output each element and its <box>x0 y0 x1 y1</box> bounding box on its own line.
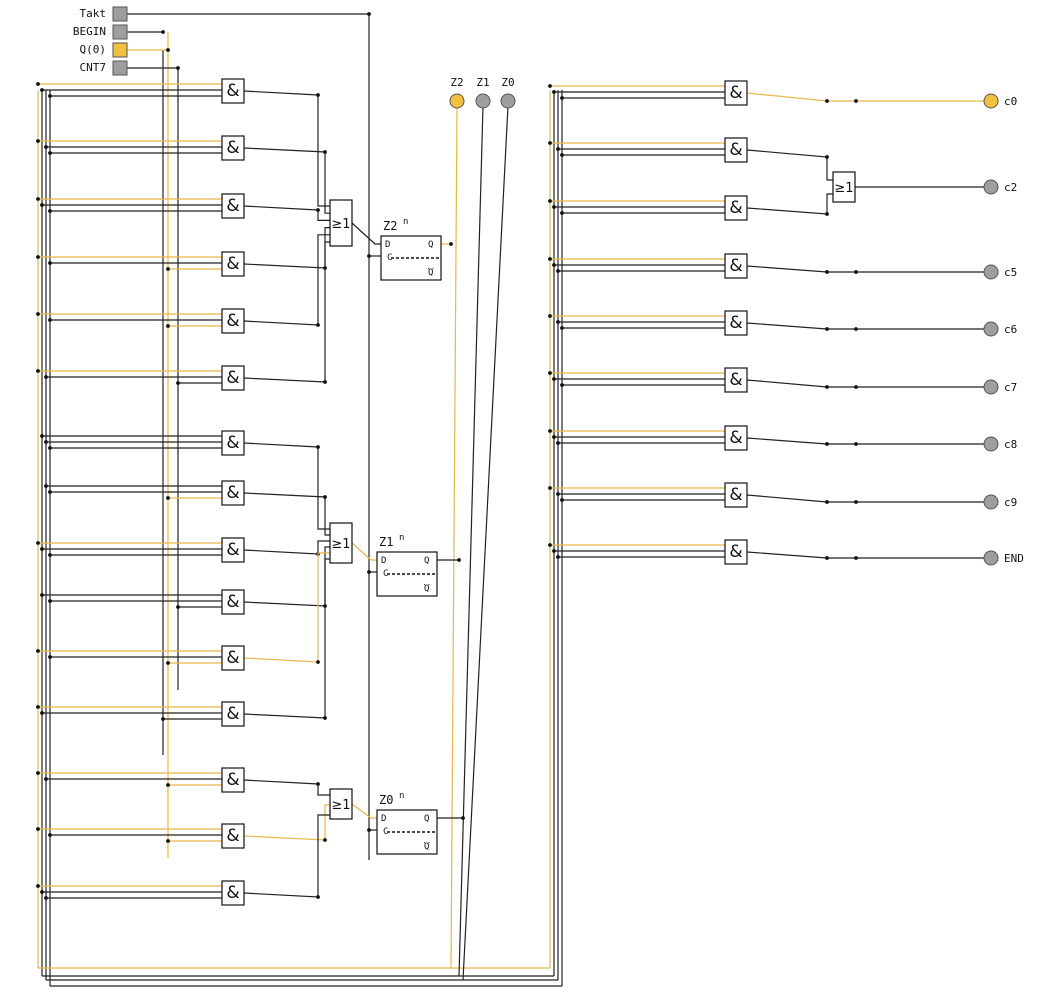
and-gate-left-7-in-dot-1 <box>48 490 52 494</box>
or-in-2-2 <box>244 815 330 897</box>
output-dot-a-3 <box>825 327 829 331</box>
ff-q-dot-1 <box>457 558 461 562</box>
state-pin-z1 <box>476 94 490 108</box>
output-label-c7: c7 <box>1004 381 1018 394</box>
output-dot-b-0 <box>854 99 858 103</box>
output-wire-5 <box>747 438 984 444</box>
output-label-c6: c6 <box>1004 323 1018 336</box>
input-junction-1 <box>161 30 165 34</box>
and-gate-left-14-in-dot-2 <box>44 896 48 900</box>
output-pin-c7 <box>984 380 998 394</box>
or-in-0-4 <box>244 235 330 325</box>
output-label-end: END <box>1004 552 1024 565</box>
and-gate-left-5-in-dot-0 <box>36 369 40 373</box>
or-in-dot-0-4 <box>316 323 320 327</box>
input-pin-takt <box>113 7 127 21</box>
and-gate-left-6-in-dot-1 <box>44 440 48 444</box>
and-gate-right-8-in-dot-2 <box>556 555 560 559</box>
ff-sup-0: n <box>403 217 409 227</box>
and-gate-right-1-symbol: & <box>729 140 743 160</box>
state-pin-z2 <box>450 94 464 108</box>
output-dot-a-6 <box>825 500 829 504</box>
and-gate-right-2-in-dot-1 <box>552 205 556 209</box>
and-gate-right-4-in-dot-2 <box>560 326 564 330</box>
and-gate-right-7-in-dot-0 <box>548 486 552 490</box>
input-label-q0: Q(0) <box>79 43 106 56</box>
and-gate-left-8-in-dot-2 <box>48 553 52 557</box>
output-wire-4 <box>747 380 984 387</box>
output-dot-b-3 <box>854 327 858 331</box>
output-pin-c9 <box>984 495 998 509</box>
or-gate-left-0-symbol: ≥1 <box>331 217 351 232</box>
and-gate-right-1-in-dot-0 <box>548 141 552 145</box>
wire-z2-out <box>451 106 457 968</box>
and-gate-left-2-in-dot-0 <box>36 197 40 201</box>
and-gate-left-0-in-dot-0 <box>36 82 40 86</box>
state-pin-z0 <box>501 94 515 108</box>
and-gate-left-2-in-dot-1 <box>40 203 44 207</box>
and-gate-right-0-in-dot-0 <box>548 84 552 88</box>
input-junction-0 <box>367 12 371 16</box>
and-gate-right-7-in-dot-1 <box>556 492 560 496</box>
ff-pin-c-2: C <box>383 827 389 837</box>
and-gate-left-3-in-dot-2 <box>166 267 170 271</box>
and-gate-left-11-in-dot-1 <box>40 711 44 715</box>
and-gate-left-12-in-dot-1 <box>44 777 48 781</box>
and-gate-left-13-in-dot-2 <box>166 839 170 843</box>
ff-name-2: Z0 <box>379 793 394 807</box>
or-in-dot-2-1 <box>323 838 327 842</box>
and-gate-left-6-in-dot-2 <box>48 446 52 450</box>
and-gate-right-8-in-dot-0 <box>548 543 552 547</box>
or-in-dot-1-0 <box>316 445 320 449</box>
or-right-in-0 <box>747 150 833 180</box>
and-gate-left-11-in-dot-2 <box>161 717 165 721</box>
and-gate-left-1-in-dot-0 <box>36 139 40 143</box>
ff-q-dot-2 <box>461 816 465 820</box>
output-wire-3 <box>747 323 984 329</box>
and-gate-left-9-symbol: & <box>226 592 240 612</box>
and-gate-left-10-symbol: & <box>226 648 240 668</box>
and-gate-right-0-in-dot-2 <box>560 96 564 100</box>
or-right-dot-1 <box>825 212 829 216</box>
and-gate-right-5-in-dot-2 <box>560 383 564 387</box>
output-wire-2 <box>747 266 984 272</box>
input-label-cnt7: CNT7 <box>79 61 106 74</box>
and-gate-right-5-in-dot-1 <box>552 377 556 381</box>
output-dot-b-7 <box>854 556 858 560</box>
and-gate-left-2-symbol: & <box>226 196 240 216</box>
and-gate-left-8-in-dot-1 <box>40 547 44 551</box>
or-in-0-3 <box>244 228 330 268</box>
ff-pin-qn-0: Q <box>428 268 434 278</box>
or-in-0-5 <box>244 242 330 382</box>
input-pin-begin <box>113 25 127 39</box>
and-gate-left-0-in-dot-2 <box>48 94 52 98</box>
ff-name-0: Z2 <box>383 219 398 233</box>
and-gate-left-9-in-dot-0 <box>40 593 44 597</box>
and-gate-right-8-in-dot-1 <box>552 549 556 553</box>
and-gate-left-4-symbol: & <box>226 311 240 331</box>
state-label-z2: Z2 <box>450 76 464 89</box>
output-dot-a-2 <box>825 270 829 274</box>
or-in-dot-1-5 <box>323 716 327 720</box>
ff-c-dot-1 <box>367 570 371 574</box>
and-gate-right-3-in-dot-2 <box>556 269 560 273</box>
and-gate-left-9-in-dot-2 <box>176 605 180 609</box>
and-gate-right-2-in-dot-2 <box>560 211 564 215</box>
or-right-dot-0 <box>825 155 829 159</box>
output-pin-c8 <box>984 437 998 451</box>
output-dot-b-2 <box>854 270 858 274</box>
or-in-1-5 <box>244 559 330 718</box>
input-pin-cnt7 <box>113 61 127 75</box>
or-gate-left-1-symbol: ≥1 <box>331 537 351 552</box>
and-gate-right-1-in-dot-2 <box>560 153 564 157</box>
and-gate-left-10-in-dot-2 <box>166 661 170 665</box>
and-gate-left-5-in-dot-1 <box>44 375 48 379</box>
wire-z1-out <box>459 106 483 976</box>
ff-pin-q-0: Q <box>428 240 434 250</box>
or-in-1-2 <box>244 541 330 554</box>
and-gate-left-1-in-dot-1 <box>44 145 48 149</box>
input-junction-3 <box>176 66 180 70</box>
and-gate-left-10-in-dot-1 <box>48 655 52 659</box>
and-gate-left-13-in-dot-1 <box>48 833 52 837</box>
and-gate-left-14-in-dot-0 <box>36 884 40 888</box>
and-gate-right-0-symbol: & <box>729 83 743 103</box>
and-gate-left-14-in-dot-1 <box>40 890 44 894</box>
and-gate-right-6-symbol: & <box>729 428 743 448</box>
and-gate-right-3-symbol: & <box>729 256 743 276</box>
output-pin-c0 <box>984 94 998 108</box>
and-gate-left-13-in-dot-0 <box>36 827 40 831</box>
output-label-c0: c0 <box>1004 95 1018 108</box>
component-layer <box>73 7 1024 905</box>
and-gate-left-11-symbol: & <box>226 704 240 724</box>
input-label-begin: BEGIN <box>72 25 106 38</box>
and-gate-left-3-in-dot-0 <box>36 255 40 259</box>
and-gate-left-6-in-dot-0 <box>40 434 44 438</box>
and-gate-right-6-in-dot-0 <box>548 429 552 433</box>
wire-z0-out <box>463 106 508 980</box>
output-wire-6 <box>747 495 984 502</box>
input-junction-2 <box>166 48 170 52</box>
ff-d-wire-1 <box>352 543 377 560</box>
or-in-0-2 <box>244 206 330 220</box>
ff-pin-q-1: Q <box>424 556 430 566</box>
or-gate-left-2-symbol: ≥1 <box>331 798 351 813</box>
and-gate-left-5-in-dot-2 <box>176 381 180 385</box>
or-in-dot-0-2 <box>316 208 320 212</box>
output-pin-c2 <box>984 180 998 194</box>
and-gate-left-3-in-dot-1 <box>48 261 52 265</box>
or-in-dot-0-1 <box>323 150 327 154</box>
and-gate-left-0-symbol: & <box>226 81 240 101</box>
or-in-2-0 <box>244 780 330 795</box>
and-gate-right-0-in-dot-1 <box>552 90 556 94</box>
and-gate-right-1-in-dot-1 <box>556 147 560 151</box>
output-wire-0 <box>747 93 984 101</box>
or-in-1-0 <box>244 443 330 529</box>
and-gate-right-6-in-dot-1 <box>552 435 556 439</box>
ff-d-wire-0 <box>352 223 381 244</box>
and-gate-left-4-in-dot-0 <box>36 312 40 316</box>
or-in-dot-1-1 <box>323 495 327 499</box>
ff-sup-1: n <box>399 533 405 543</box>
or-in-1-3 <box>244 547 330 606</box>
or-in-dot-1-4 <box>316 660 320 664</box>
and-gate-left-4-in-dot-2 <box>166 324 170 328</box>
ff-pin-qn-2: Q <box>424 842 430 852</box>
ff-c-dot-0 <box>367 254 371 258</box>
and-gate-right-2-in-dot-0 <box>548 199 552 203</box>
ff-pin-qn-1: Q <box>424 584 430 594</box>
and-gate-left-7-in-dot-0 <box>44 484 48 488</box>
or-in-1-1 <box>244 493 330 535</box>
and-gate-left-8-symbol: & <box>226 540 240 560</box>
or-in-1-4 <box>244 553 330 662</box>
ff-q-dot-0 <box>449 242 453 246</box>
output-label-c5: c5 <box>1004 266 1018 279</box>
output-dot-a-4 <box>825 385 829 389</box>
and-gate-left-14-symbol: & <box>226 883 240 903</box>
ff-pin-d-2: D <box>381 814 387 824</box>
and-gate-right-8-symbol: & <box>729 542 743 562</box>
and-gate-left-12-symbol: & <box>226 770 240 790</box>
and-gate-left-6-symbol: & <box>226 433 240 453</box>
ff-c-dot-2 <box>367 828 371 832</box>
or-in-2-1 <box>244 805 330 840</box>
state-label-z0: Z0 <box>501 76 515 89</box>
ff-name-1: Z1 <box>379 535 394 549</box>
or-right-in-1 <box>747 194 833 214</box>
and-gate-left-0-in-dot-1 <box>40 88 44 92</box>
ff-d-wire-2 <box>352 804 377 818</box>
and-gate-left-5-symbol: & <box>226 368 240 388</box>
output-dot-a-0 <box>825 99 829 103</box>
and-gate-left-3-symbol: & <box>226 254 240 274</box>
or-in-dot-0-5 <box>323 380 327 384</box>
output-dot-a-7 <box>825 556 829 560</box>
output-dot-b-6 <box>854 500 858 504</box>
and-gate-right-4-in-dot-0 <box>548 314 552 318</box>
and-gate-left-12-in-dot-2 <box>166 783 170 787</box>
output-dot-b-4 <box>854 385 858 389</box>
and-gate-left-1-symbol: & <box>226 138 240 158</box>
ff-pin-c-0: C <box>387 253 393 263</box>
and-gate-left-7-in-dot-2 <box>166 496 170 500</box>
ff-pin-c-1: C <box>383 569 389 579</box>
output-dot-a-5 <box>825 442 829 446</box>
output-label-c9: c9 <box>1004 496 1018 509</box>
and-gate-right-6-in-dot-2 <box>556 441 560 445</box>
and-gate-right-5-in-dot-0 <box>548 371 552 375</box>
and-gate-left-10-in-dot-0 <box>36 649 40 653</box>
ff-sup-2: n <box>399 791 405 801</box>
output-label-c2: c2 <box>1004 181 1018 194</box>
state-label-z1: Z1 <box>476 76 490 89</box>
and-gate-right-4-symbol: & <box>729 313 743 333</box>
and-gate-right-7-symbol: & <box>729 485 743 505</box>
ff-pin-d-1: D <box>381 556 387 566</box>
or-gate-right-symbol: ≥1 <box>834 181 854 196</box>
and-gate-left-8-in-dot-0 <box>36 541 40 545</box>
and-gate-right-5-symbol: & <box>729 370 743 390</box>
and-gate-right-7-in-dot-2 <box>560 498 564 502</box>
or-in-dot-2-0 <box>316 782 320 786</box>
and-gate-right-4-in-dot-1 <box>556 320 560 324</box>
and-gate-left-1-in-dot-2 <box>48 151 52 155</box>
wire-layer <box>36 12 984 986</box>
and-gate-left-4-in-dot-1 <box>48 318 52 322</box>
output-wire-7 <box>747 552 984 558</box>
or-in-0-1 <box>244 148 330 213</box>
input-pin-q0 <box>113 43 127 57</box>
output-pin-c5 <box>984 265 998 279</box>
and-gate-right-3-in-dot-0 <box>548 257 552 261</box>
and-gate-left-9-in-dot-1 <box>48 599 52 603</box>
output-label-c8: c8 <box>1004 438 1018 451</box>
output-pin-end <box>984 551 998 565</box>
and-gate-left-13-symbol: & <box>226 826 240 846</box>
or-in-dot-2-2 <box>316 895 320 899</box>
ff-pin-d-0: D <box>385 240 391 250</box>
output-pin-c6 <box>984 322 998 336</box>
output-dot-b-5 <box>854 442 858 446</box>
and-gate-left-12-in-dot-0 <box>36 771 40 775</box>
input-label-takt: Takt <box>79 7 106 20</box>
ff-pin-q-2: Q <box>424 814 430 824</box>
and-gate-left-7-symbol: & <box>226 483 240 503</box>
and-gate-left-11-in-dot-0 <box>36 705 40 709</box>
and-gate-right-2-symbol: & <box>729 198 743 218</box>
and-gate-left-2-in-dot-2 <box>48 209 52 213</box>
or-in-dot-0-0 <box>316 93 320 97</box>
and-gate-right-3-in-dot-1 <box>552 263 556 267</box>
